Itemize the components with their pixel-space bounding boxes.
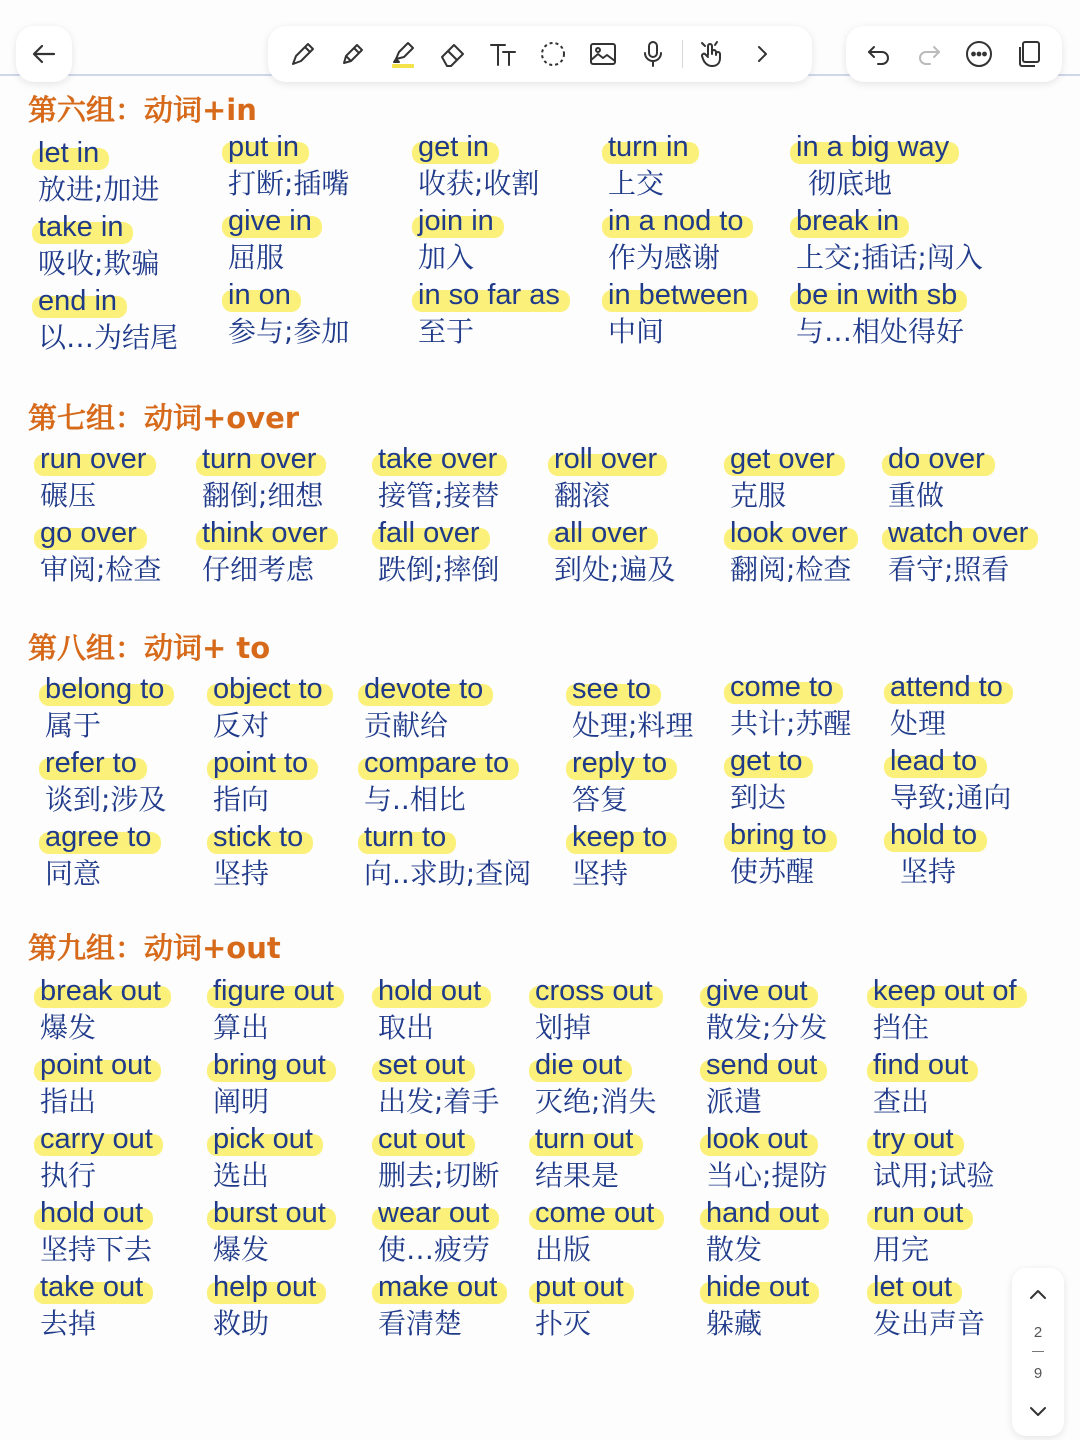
phrase-entry [535,974,656,1048]
phrase-meaning: 到达 [730,781,787,814]
pencil-tool-button[interactable] [330,31,376,77]
phrase-entry [40,442,161,516]
phrase-entry [228,130,349,204]
phrase-text: hold to [890,819,978,851]
phrase-text: help out [213,1271,317,1303]
phrase-text: look out [706,1123,808,1155]
document-actions-bar [846,26,1062,82]
phrase-text: let out [873,1271,952,1303]
phrase-entry [890,818,1011,892]
phrase-entry [535,1196,656,1270]
phrase-meaning: 导致;通向 [890,781,1012,814]
phrase-text: bring out [213,1049,326,1081]
phrase-text: cross out [535,975,653,1007]
phrase-meaning: 指出 [40,1085,97,1118]
phrase-meaning: 向..求助;查阅 [364,857,532,890]
chevron-right-icon [747,39,777,69]
phrase-text: take over [378,443,498,475]
phrase-meaning: 共计;苏醒 [730,707,852,740]
phrase-meaning: 谈到;涉及 [45,783,167,816]
phrase-text: get in [418,131,489,163]
eraser-icon [438,39,468,69]
lasso-icon [538,39,568,69]
phrase-meaning: 散发 [706,1233,763,1266]
phrase-entry [202,442,328,516]
arrow-left-icon [30,40,58,68]
phrase-entry [40,1270,161,1344]
phrase-meaning: 到处;遍及 [554,553,676,586]
phrase-text: in on [228,279,291,311]
phrase-meaning: 救助 [213,1307,270,1340]
phrase-meaning: 坚持 [572,857,629,890]
phrase-meaning: 同意 [45,857,102,890]
phrase-entry [554,516,675,590]
phrase-meaning: 跌倒;摔倒 [378,553,500,586]
phrase-entry [364,820,531,894]
phrase-entry [572,672,693,746]
phrase-text: object to [213,673,323,705]
phrase-text: watch over [888,517,1029,549]
phrase-text: in a big way [796,131,950,163]
phrase-entry [40,1122,161,1196]
lasso-tool-button[interactable] [530,31,576,77]
phrase-column [202,442,328,590]
phrase-meaning: 与…相处得好 [796,315,965,348]
phrase-text: carry out [40,1123,153,1155]
phrase-meaning: 去掉 [40,1307,97,1340]
phrase-text: run out [873,1197,964,1229]
phrase-meaning: 接管;接替 [378,479,500,512]
phrase-column [890,670,1011,892]
phrase-entry [418,204,560,278]
phrase-column [608,130,748,352]
phrase-entry [796,130,983,204]
phrase-text: turn out [535,1123,634,1155]
phrase-text: set out [378,1049,466,1081]
phrase-entry [572,820,693,894]
phrase-text: devote to [364,673,484,705]
phrase-meaning: 打断;插嘴 [228,167,350,200]
phrase-text: let in [38,137,100,169]
phrase-meaning: 加入 [418,241,475,274]
phrase-column [888,442,1028,590]
image-icon [588,39,618,69]
phrase-meaning: 上交 [608,167,665,200]
phrase-text: send out [706,1049,818,1081]
phrase-text: think over [202,517,328,549]
phrase-meaning: 发出声音 [873,1307,986,1340]
phrase-meaning: 出版 [535,1233,592,1266]
phrase-text: figure out [213,975,334,1007]
phrase-text: keep out of [873,975,1017,1007]
phrase-entry [202,516,328,590]
phrase-meaning: 碾压 [40,479,97,512]
phrase-meaning: 屈服 [228,241,285,274]
pages-button[interactable] [1006,31,1052,77]
phrase-meaning: 挡住 [873,1011,930,1044]
phrase-entry [873,1048,1017,1122]
phrase-text: point out [40,1049,152,1081]
copy-pages-icon [1014,39,1044,69]
page-number-divider [1032,1351,1044,1352]
phrase-meaning: 至于 [418,315,475,348]
phrase-entry [706,1048,827,1122]
phrase-meaning: 扑灭 [535,1307,592,1340]
toolbar-separator [682,40,683,68]
phrase-text: in a nod to [608,205,744,237]
phrase-meaning: 处理 [890,707,947,740]
phrase-text: take in [38,211,124,243]
phrase-meaning: 看清楚 [378,1307,463,1340]
phrase-text: in so far as [418,279,560,311]
phrase-text: roll over [554,443,658,475]
section-heading: 第九组：动词+out [28,931,281,965]
phrase-text: make out [378,1271,498,1303]
undo-button[interactable] [856,31,902,77]
phrase-column [873,974,1017,1344]
section-heading: 第八组：动词+ to [28,631,271,665]
phrase-entry [873,1270,1017,1344]
phrase-entry [213,746,323,820]
phrase-meaning: 取出 [378,1011,435,1044]
phrase-meaning: 阐明 [213,1085,270,1118]
phrase-meaning: 上交;插话;闯入 [796,241,983,274]
phrase-text: go over [40,517,137,549]
phrase-entry [364,746,531,820]
phrase-entry [608,204,748,278]
phrase-meaning: 散发;分发 [706,1011,828,1044]
phrase-entry [40,974,161,1048]
phrase-meaning: 贡献给 [364,709,449,742]
phrase-column [706,974,827,1344]
microphone-tool-button[interactable] [630,31,676,77]
phrase-text: hide out [706,1271,810,1303]
phrase-meaning: 彻底地 [808,167,893,200]
phrase-text: run over [40,443,147,475]
phrase-column [228,130,349,352]
top-toolbar [0,0,1080,88]
phrase-text: try out [873,1123,954,1155]
phrase-text: attend to [890,671,1003,703]
phrase-column [213,974,334,1344]
text-tool-button[interactable] [480,31,526,77]
phrase-entry [888,442,1028,516]
phrase-entry [730,442,851,516]
phrase-column [796,130,983,352]
phrase-text: hold out [40,1197,144,1229]
phrase-meaning: 答复 [572,783,629,816]
phrase-text: compare to [364,747,510,779]
phrase-entry [378,974,499,1048]
phrase-meaning: 划掉 [535,1011,592,1044]
phrase-meaning: 使苏醒 [730,855,815,888]
redo-icon [914,39,944,69]
phrase-entry [213,1048,334,1122]
chevron-up-icon [1027,1284,1049,1306]
phrase-meaning: 查出 [873,1085,930,1118]
phrase-entry [418,278,560,352]
phrase-text: lead to [890,745,978,777]
phrase-entry [38,136,178,210]
phrase-entry [378,1122,499,1196]
phrase-meaning: 结果是 [535,1159,620,1192]
phrase-meaning: 坚持下去 [40,1233,153,1266]
phrase-text: fall over [378,517,480,549]
redo-button[interactable] [906,31,952,77]
phrase-meaning: 与..相比 [364,783,466,816]
phrase-meaning: 用完 [873,1233,930,1266]
phrase-meaning: 坚持 [900,855,957,888]
phrase-text: burst out [213,1197,326,1229]
phrase-meaning: 使…疲劳 [378,1233,491,1266]
phrase-text: get to [730,745,803,777]
phrase-entry [228,278,349,352]
phrase-text: turn over [202,443,317,475]
phrase-text: look over [730,517,848,549]
phrase-meaning: 参与;参加 [228,315,350,348]
phrase-entry [378,1270,499,1344]
phrase-meaning: 灭绝;消失 [535,1085,657,1118]
phrase-text: turn in [608,131,689,163]
phrase-entry [890,670,1011,744]
phrase-column [554,442,675,590]
phrase-meaning: 仔细考虑 [202,553,315,586]
hand-touch-icon [697,39,727,69]
phrase-entry [213,974,334,1048]
phrase-entry [40,516,161,590]
phrase-entry [706,1270,827,1344]
phrase-text: bring to [730,819,827,851]
phrase-meaning: 当心;提防 [706,1159,828,1192]
phrase-entry [213,1196,334,1270]
microphone-icon [638,39,668,69]
phrase-meaning: 执行 [40,1159,97,1192]
ellipsis-circle-icon [964,39,994,69]
phrase-entry [572,746,693,820]
phrase-meaning: 中间 [608,315,665,348]
phrase-text: turn to [364,821,447,853]
phrase-text: join in [418,205,494,237]
phrase-text: do over [888,443,985,475]
phrase-entry [378,1196,499,1270]
phrase-entry [213,1122,334,1196]
phrase-entry [45,672,166,746]
next-page-button[interactable] [1023,1396,1053,1426]
phrase-meaning: 坚持 [213,857,270,890]
phrase-text: put in [228,131,299,163]
phrase-text: break out [40,975,161,1007]
phrase-column [40,442,161,590]
phrase-entry [888,516,1028,590]
highlighter-icon [388,39,418,69]
total-page-count: 9 [1033,1365,1043,1382]
phrase-text: hold out [378,975,482,1007]
phrase-meaning: 看守;照看 [888,553,1010,586]
phrase-meaning: 作为感谢 [608,241,721,274]
phrase-meaning: 爆发 [213,1233,270,1266]
current-page-number: 2 [1033,1324,1043,1341]
phrase-text: refer to [45,747,137,779]
phrase-text: be in with sb [796,279,958,311]
phrase-entry [38,284,178,358]
eraser-tool-button[interactable] [430,31,476,77]
phrase-text: cut out [378,1123,466,1155]
undo-icon [864,39,894,69]
phrase-meaning: 放进;加进 [38,173,160,206]
phrase-entry [730,744,851,818]
phrase-meaning: 爆发 [40,1011,97,1044]
phrase-text: wear out [378,1197,490,1229]
phrase-meaning: 派遣 [706,1085,763,1118]
phrase-meaning: 审阅;检查 [40,553,162,586]
phrase-meaning: 属于 [45,709,102,742]
phrase-text: see to [572,673,651,705]
phrase-entry [38,210,178,284]
phrase-column [730,442,851,590]
phrase-text: reply to [572,747,668,779]
phrase-column [418,130,560,352]
phrase-column [40,974,161,1344]
more-tools-button[interactable] [739,31,785,77]
phrase-text: pick out [213,1123,313,1155]
pen-tool-button[interactable] [280,31,326,77]
image-tool-button[interactable] [580,31,626,77]
phrase-entry [608,130,748,204]
phrase-entry [535,1270,656,1344]
phrase-meaning: 处理;料理 [572,709,694,742]
phrase-entry [873,1122,1017,1196]
phrase-entry [378,1048,499,1122]
phrase-text: point to [213,747,309,779]
phrase-entry [535,1048,656,1122]
phrase-column [535,974,656,1344]
phrase-column [378,442,499,590]
text-tt-icon [488,39,518,69]
pen-icon [288,39,318,69]
phrase-entry [45,820,166,894]
section-heading: 第六组：动词+in [28,93,257,127]
phrase-text: die out [535,1049,623,1081]
phrase-entry [535,1122,656,1196]
back-button[interactable] [16,26,72,82]
phrase-meaning: 反对 [213,709,270,742]
phrase-text: come out [535,1197,655,1229]
phrase-text: stick to [213,821,304,853]
more-options-button[interactable] [956,31,1002,77]
phrase-entry [873,974,1017,1048]
phrase-meaning: 收获;收割 [418,167,540,200]
phrase-entry [378,516,499,590]
touch-tool-button[interactable] [689,31,735,77]
phrase-column [364,672,531,894]
phrase-text: in between [608,279,749,311]
phrase-text: end in [38,285,118,317]
phrase-entry [213,672,323,746]
phrase-text: get over [730,443,835,475]
phrase-entry [706,1122,827,1196]
phrase-meaning: 以…为结尾 [38,321,179,354]
phrase-text: put out [535,1271,624,1303]
phrase-meaning: 翻倒;细想 [202,479,324,512]
phrase-entry [213,820,323,894]
phrase-column [730,670,851,892]
phrase-entry [796,204,983,278]
phrase-text: give in [228,205,312,237]
phrase-entry [418,130,560,204]
phrase-entry [796,278,983,352]
phrase-text: give out [706,975,808,1007]
phrase-text: keep to [572,821,668,853]
phrase-column [572,672,693,894]
phrase-column [38,136,178,358]
phrase-entry [730,818,851,892]
phrase-meaning: 出发;着手 [378,1085,500,1118]
phrase-meaning: 试用;试验 [873,1159,995,1192]
phrase-entry [45,746,166,820]
phrase-entry [40,1196,161,1270]
page-navigator [1012,1268,1064,1436]
drawing-tools-bar [268,26,812,82]
phrase-column [45,672,166,894]
phrase-text: hand out [706,1197,819,1229]
phrase-entry [378,442,499,516]
phrase-entry [228,204,349,278]
phrase-entry [40,1048,161,1122]
chevron-down-icon [1027,1400,1049,1422]
phrase-meaning: 躲藏 [706,1307,763,1340]
pencil-icon [338,39,368,69]
phrase-entry [890,744,1011,818]
phrase-text: agree to [45,821,152,853]
phrase-text: belong to [45,673,165,705]
phrase-text: break in [796,205,900,237]
phrase-meaning: 翻阅;检查 [730,553,852,586]
phrase-meaning: 吸收;欺骗 [38,247,160,280]
phrase-entry [730,670,851,744]
phrase-meaning: 翻滚 [554,479,611,512]
phrase-meaning: 指向 [213,783,270,816]
phrase-meaning: 重做 [888,479,945,512]
highlighter-tool-button[interactable] [380,31,426,77]
phrase-meaning: 克服 [730,479,787,512]
phrase-text: find out [873,1049,969,1081]
phrase-meaning: 选出 [213,1159,270,1192]
phrase-text: come to [730,671,834,703]
phrase-column [378,974,499,1344]
phrase-entry [873,1196,1017,1270]
phrase-meaning: 算出 [213,1011,270,1044]
phrase-entry [554,442,675,516]
phrase-entry [706,974,827,1048]
phrase-text: all over [554,517,648,549]
phrase-text: take out [40,1271,144,1303]
phrase-meaning: 删去;切断 [378,1159,500,1192]
phrase-entry [706,1196,827,1270]
phrase-entry [213,1270,334,1344]
phrase-column [213,672,323,894]
phrase-entry [730,516,851,590]
phrase-entry [364,672,531,746]
section-heading: 第七组：动词+over [28,401,300,435]
phrase-entry [608,278,748,352]
previous-page-button[interactable] [1023,1280,1053,1310]
